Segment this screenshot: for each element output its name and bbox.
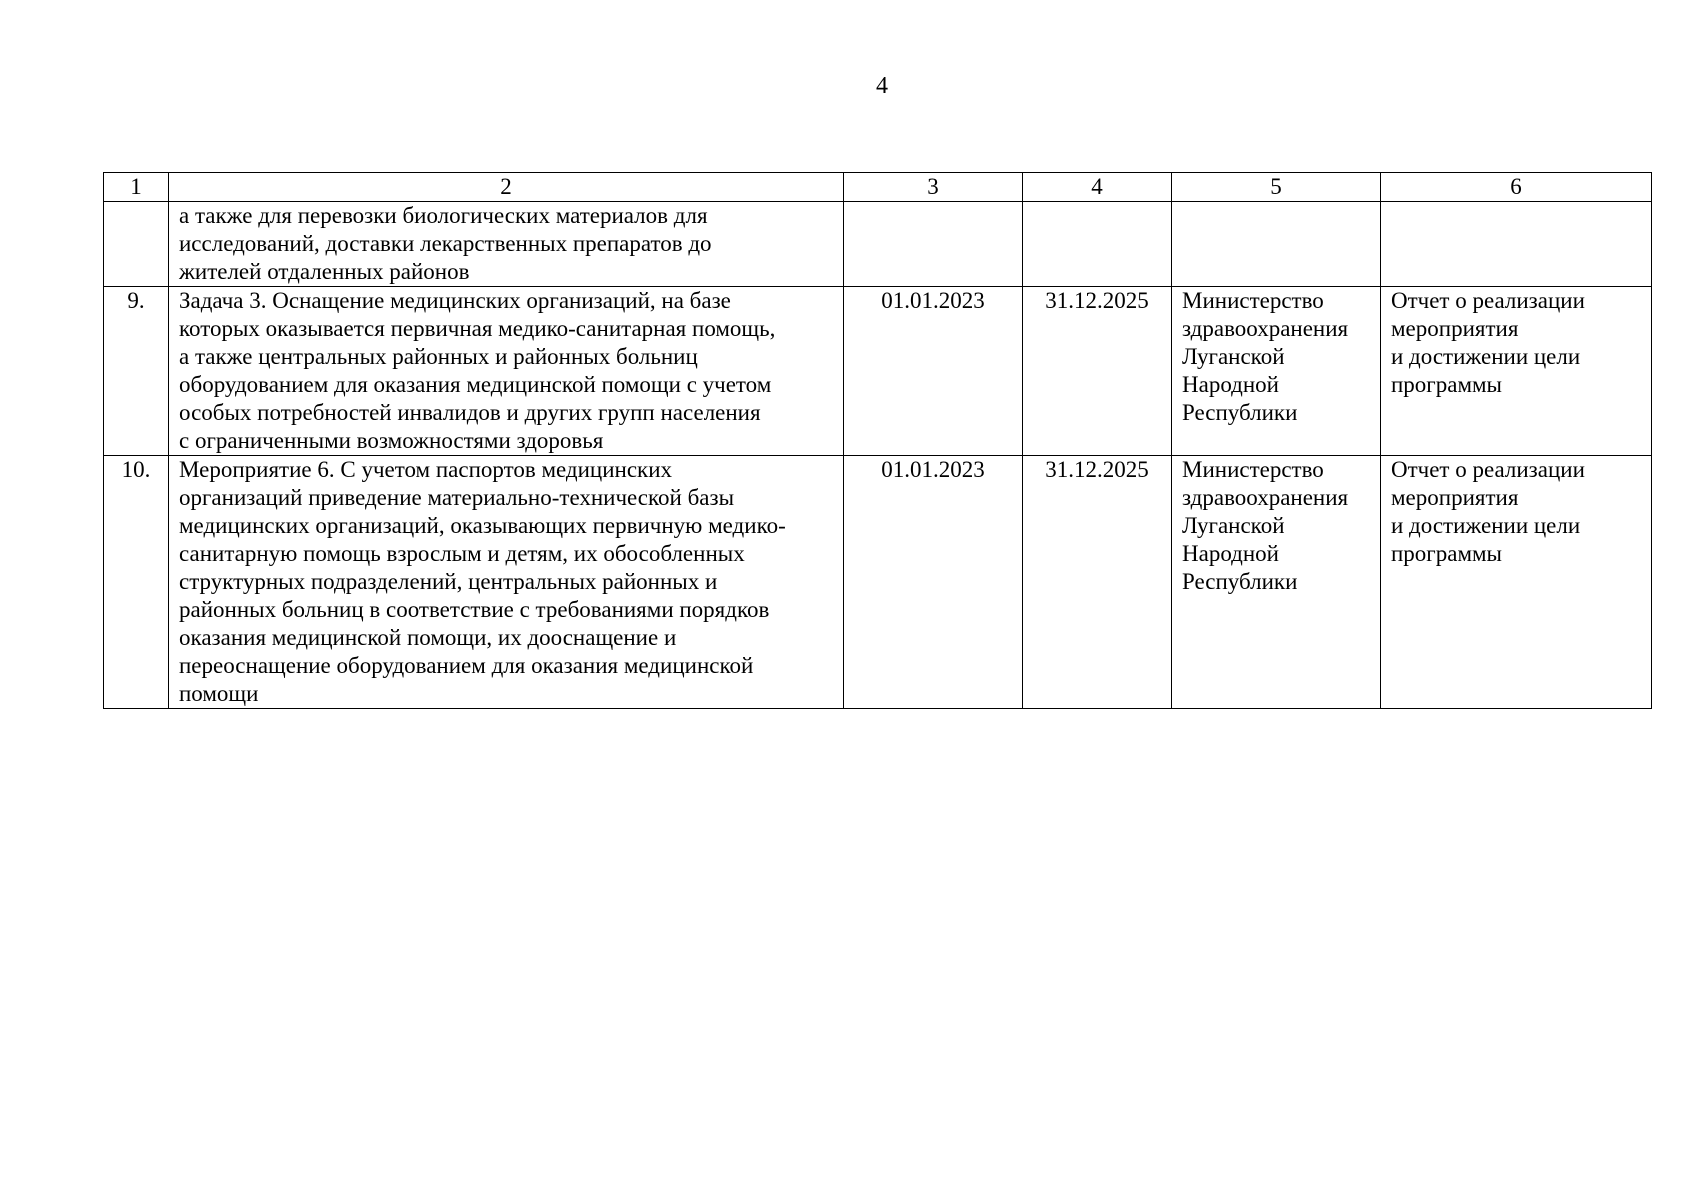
row-description: Задача 3. Оснащение медицинских организаций, на базе которых оказывается первичная медико-санитарная помощь, а также центральных районных и районных больниц оборудованием для оказания медицинской помощи с учетом особых потребностей инвалидов и других групп населения с ограниченными возможностями здоровья bbox=[169, 287, 844, 456]
row-end-date: 31.12.2025 bbox=[1023, 456, 1172, 709]
column-header: 2 bbox=[169, 173, 844, 202]
row-responsible: Министерство здравоохранения Луганской Народной Республики bbox=[1172, 287, 1381, 456]
table-header-row bbox=[104, 173, 1652, 202]
row-result bbox=[1381, 202, 1652, 287]
activities-table bbox=[103, 172, 1652, 709]
row-number bbox=[104, 202, 169, 287]
row-number: 9. bbox=[104, 287, 169, 456]
row-end-date bbox=[1023, 202, 1172, 287]
row-result: Отчет о реализации мероприятия и достижении цели программы bbox=[1381, 456, 1652, 709]
row-start-date bbox=[844, 202, 1023, 287]
column-header: 1 bbox=[104, 173, 169, 202]
table-row bbox=[104, 456, 1652, 709]
column-header: 3 bbox=[844, 173, 1023, 202]
column-header: 4 bbox=[1023, 173, 1172, 202]
page-number: 4 bbox=[876, 73, 888, 99]
table-row bbox=[104, 287, 1652, 456]
row-start-date: 01.01.2023 bbox=[844, 287, 1023, 456]
row-end-date: 31.12.2025 bbox=[1023, 287, 1172, 456]
row-responsible: Министерство здравоохранения Луганской Народной Республики bbox=[1172, 456, 1381, 709]
row-description: Мероприятие 6. С учетом паспортов медицинских организаций приведение материально-технической базы медицинских организаций, оказывающих первичную медико- санитарную помощь взрослым и детям, их обособленных структурных подразделений, центральных районных и районных больниц в соответствие с требованиями порядков оказания медицинской помощи, их дооснащение и переоснащение оборудованием для оказания медицинской помощи bbox=[169, 456, 844, 709]
table-row bbox=[104, 202, 1652, 287]
row-responsible bbox=[1172, 202, 1381, 287]
column-header: 5 bbox=[1172, 173, 1381, 202]
row-number: 10. bbox=[104, 456, 169, 709]
row-start-date: 01.01.2023 bbox=[844, 456, 1023, 709]
row-description: а также для перевозки биологических материалов для исследований, доставки лекарственных препаратов до жителей отдаленных районов bbox=[169, 202, 844, 287]
column-header: 6 bbox=[1381, 173, 1652, 202]
row-result: Отчет о реализации мероприятия и достижении цели программы bbox=[1381, 287, 1652, 456]
